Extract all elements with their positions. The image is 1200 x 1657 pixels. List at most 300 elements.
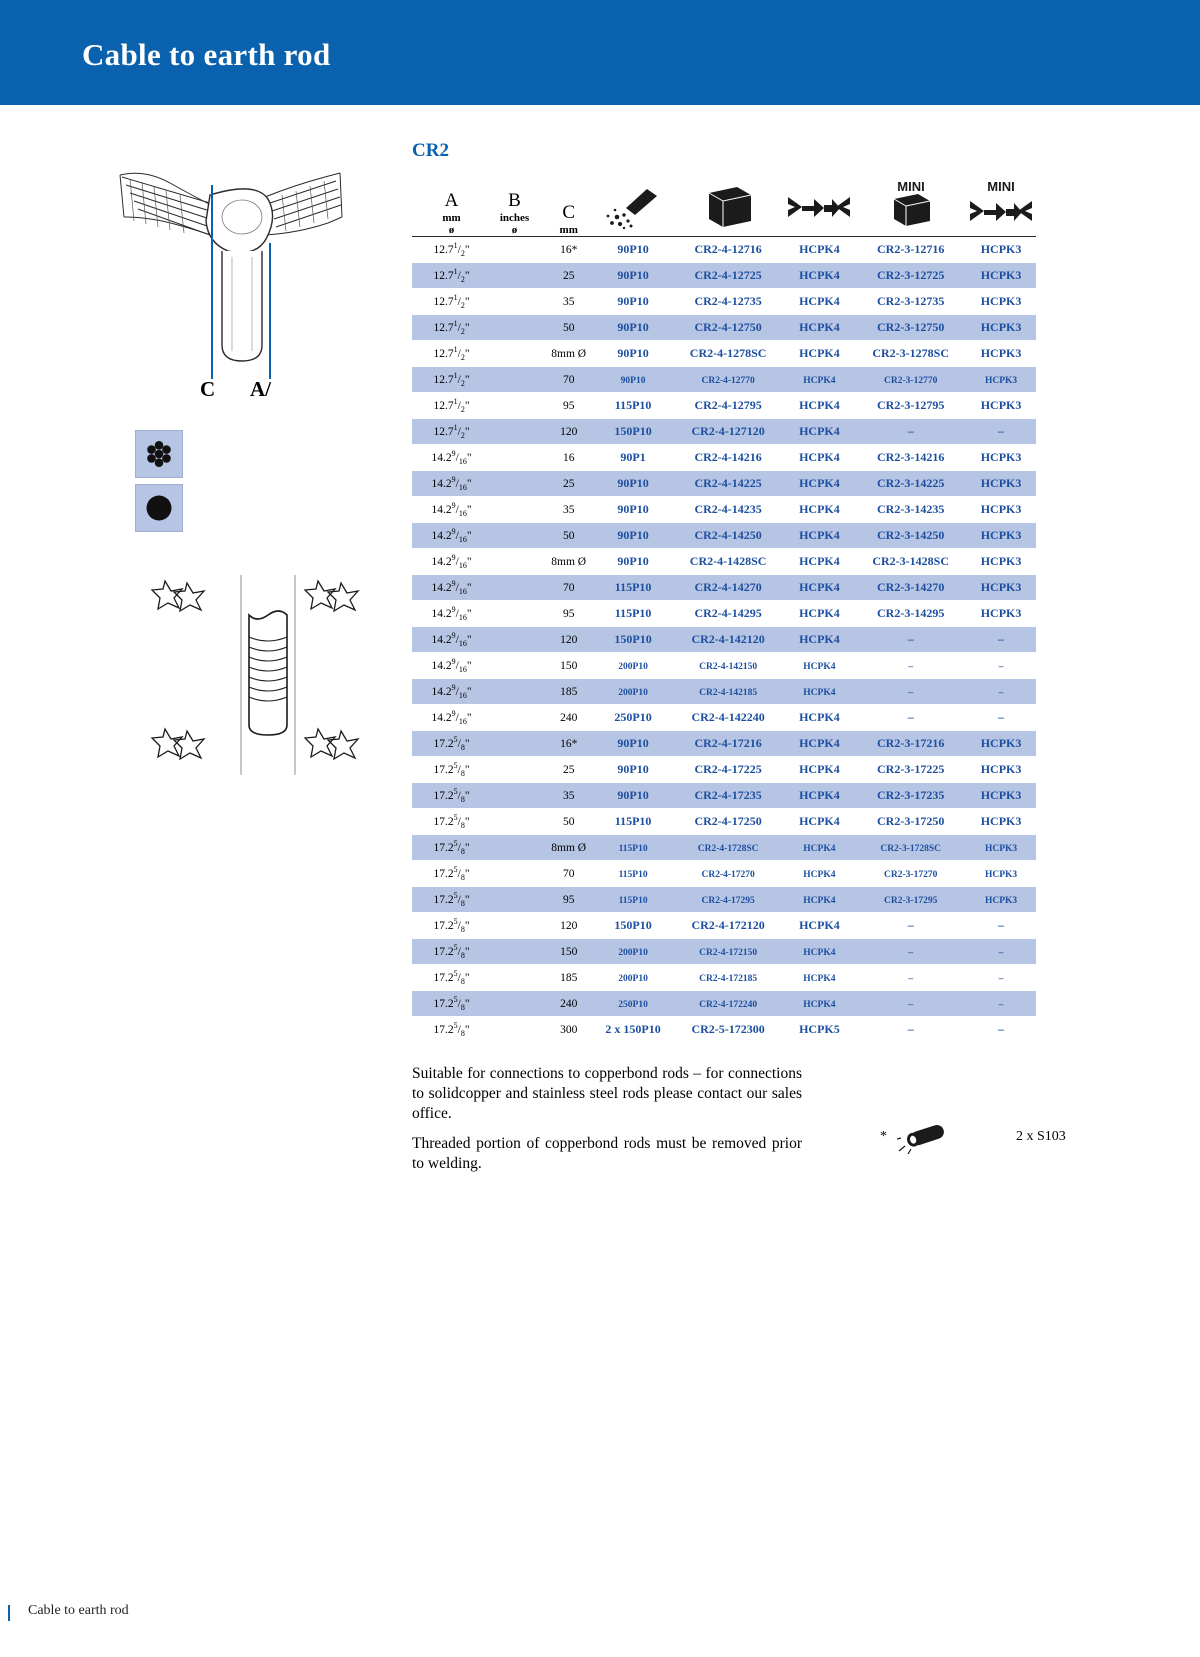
cell-b-inches (485, 757, 544, 783)
cell-c-csa: 70 (544, 861, 593, 887)
cell-mini-mould-ref: CR2-3-17225 (855, 757, 966, 783)
cell-mould-ref: CR2-4-127120 (673, 419, 784, 445)
stranded-cable-cross-section-icon (142, 437, 176, 471)
cell-mini-mould-ref: – (855, 627, 966, 653)
conductor-type-swatches (135, 430, 183, 532)
connection-diagram-icon (60, 125, 360, 415)
cell-powder: 90P10 (593, 523, 672, 549)
cell-b-inches (485, 341, 544, 367)
cell-clamp-ref: HCPK4 (784, 263, 856, 289)
product-spec-table (412, 174, 1036, 1042)
cell-mould-ref: CR2-4-14235 (673, 497, 784, 523)
cell-clamp-ref: HCPK4 (784, 679, 856, 705)
cell-c-csa: 120 (544, 627, 593, 653)
cell-powder: 150P10 (593, 627, 672, 653)
cell-c-csa: 240 (544, 991, 593, 1017)
cell-b-inches (485, 1017, 544, 1043)
cell-b-inches (485, 627, 544, 653)
header-mould (673, 174, 784, 237)
cell-powder: 90P10 (593, 783, 672, 809)
cell-mini-mould-ref: CR2-3-12795 (855, 393, 966, 419)
table-row (412, 835, 1036, 861)
cell-mini-clamp-ref: – (966, 653, 1036, 679)
solid-conductor-swatch (135, 484, 183, 532)
table-row (412, 601, 1036, 627)
cell-mould-ref: CR2-4-1728SC (673, 835, 784, 861)
cell-a-diameter: $12.7^1/_2$" (412, 289, 485, 315)
cell-c-csa: 25 (544, 263, 593, 289)
cell-powder: 2 x 150P10 (593, 1017, 672, 1043)
cell-c-csa: 50 (544, 315, 593, 341)
cell-mini-clamp-ref: – (966, 913, 1036, 939)
table-row (412, 445, 1036, 471)
cell-mini-clamp-ref: – (966, 991, 1036, 1017)
cell-powder: 90P10 (593, 471, 672, 497)
notes-block (412, 1064, 802, 1174)
cell-mini-mould-ref: CR2-3-14225 (855, 471, 966, 497)
table-row (412, 627, 1036, 653)
threaded-rod-icon (145, 575, 375, 775)
cell-mould-ref: CR2-4-12750 (673, 315, 784, 341)
sleeve-note (880, 1120, 1066, 1154)
table-row (412, 471, 1036, 497)
cell-powder: 90P10 (593, 549, 672, 575)
cell-powder: 115P10 (593, 861, 672, 887)
table-row (412, 393, 1036, 419)
cell-c-csa: 300 (544, 1017, 593, 1043)
cell-powder: 115P10 (593, 575, 672, 601)
cell-mould-ref: CR2-4-12735 (673, 289, 784, 315)
cell-mini-clamp-ref: HCPK3 (966, 315, 1036, 341)
cell-powder: 90P10 (593, 731, 672, 757)
cell-powder: 115P10 (593, 601, 672, 627)
table-row (412, 809, 1036, 835)
cell-mini-mould-ref: CR2-3-17295 (855, 887, 966, 913)
cell-mould-ref: CR2-4-14250 (673, 523, 784, 549)
sleeve-label: 2 x S103 (1016, 1129, 1066, 1145)
cell-mini-clamp-ref: HCPK3 (966, 289, 1036, 315)
cell-mould-ref: CR2-5-172300 (673, 1017, 784, 1043)
cell-b-inches (485, 445, 544, 471)
cell-mould-ref: CR2-4-14270 (673, 575, 784, 601)
cell-b-inches (485, 523, 544, 549)
cell-a-diameter: $17.2^5/_8$" (412, 783, 485, 809)
cell-c-csa: 35 (544, 783, 593, 809)
header-b-letter: B (508, 190, 521, 211)
cell-b-inches (485, 263, 544, 289)
cell-b-inches (485, 237, 544, 263)
cell-clamp-ref: HCPK4 (784, 471, 856, 497)
table-row (412, 315, 1036, 341)
cell-powder: 115P10 (593, 887, 672, 913)
cell-clamp-ref: HCPK5 (784, 1017, 856, 1043)
cell-a-diameter: $17.2^5/_8$" (412, 809, 485, 835)
cell-c-csa: 150 (544, 939, 593, 965)
table-row (412, 575, 1036, 601)
cell-mini-clamp-ref: HCPK3 (966, 497, 1036, 523)
cell-mould-ref: CR2-4-17295 (673, 887, 784, 913)
cell-b-inches (485, 497, 544, 523)
cell-mini-mould-ref: – (855, 1017, 966, 1043)
cell-a-diameter: $12.7^1/_2$" (412, 341, 485, 367)
table-row (412, 939, 1036, 965)
cell-a-diameter: $14.2^9/_{16}$" (412, 601, 485, 627)
cell-mini-clamp-ref: HCPK3 (966, 549, 1036, 575)
cell-c-csa: 50 (544, 523, 593, 549)
cell-mini-clamp-ref: HCPK3 (966, 575, 1036, 601)
table-row (412, 887, 1036, 913)
cell-mini-clamp-ref: HCPK3 (966, 523, 1036, 549)
cell-clamp-ref: HCPK4 (784, 991, 856, 1017)
cell-mould-ref: CR2-4-12725 (673, 263, 784, 289)
header-mini-mould (855, 174, 966, 237)
cell-clamp-ref: HCPK4 (784, 315, 856, 341)
cell-mini-mould-ref: CR2-3-17250 (855, 809, 966, 835)
table-row (412, 731, 1036, 757)
header-clamp (784, 174, 856, 237)
cell-mini-mould-ref: CR2-3-12725 (855, 263, 966, 289)
cell-b-inches (485, 289, 544, 315)
cell-mini-mould-ref: – (855, 991, 966, 1017)
cell-clamp-ref: HCPK4 (784, 289, 856, 315)
cell-mould-ref: CR2-4-12770 (673, 367, 784, 393)
cell-powder: 90P10 (593, 367, 672, 393)
cell-clamp-ref: HCPK4 (799, 242, 840, 256)
cell-c-csa: 35 (544, 497, 593, 523)
sleeve-icon (897, 1120, 959, 1154)
cell-c-csa: 50 (544, 809, 593, 835)
cell-a-diameter: $17.2^5/_8$" (412, 939, 485, 965)
cell-b-inches (485, 601, 544, 627)
cell-a-diameter: $17.2^5/_8$" (412, 757, 485, 783)
cell-mould-ref: CR2-4-172120 (673, 913, 784, 939)
header-a (412, 174, 485, 237)
cell-mini-clamp-ref: HCPK3 (966, 445, 1036, 471)
cell-clamp-ref: HCPK4 (784, 549, 856, 575)
cell-a-diameter: $17.2^5/_8$" (412, 991, 485, 1017)
header-b-unit: inches (499, 212, 530, 224)
cell-mini-mould-ref: CR2-3-12716 (877, 242, 945, 256)
cable-to-earth-rod-figure (60, 125, 360, 415)
threaded-rod-figure (145, 575, 375, 775)
cell-mould-ref: CR2-4-17225 (673, 757, 784, 783)
table-row (412, 861, 1036, 887)
cell-c-csa: 120 (544, 913, 593, 939)
cell-b-inches (485, 679, 544, 705)
cell-mould-ref: CR2-4-1278SC (673, 341, 784, 367)
cell-b-inches (485, 809, 544, 835)
cell-mini-clamp-ref: HCPK3 (966, 835, 1036, 861)
cell-a-diameter: $14.2^9/_{16}$" (412, 497, 485, 523)
cell-c-csa: 185 (544, 679, 593, 705)
cell-a-diameter: $17.2^5/_8$" (412, 965, 485, 991)
cell-clamp-ref: HCPK4 (784, 835, 856, 861)
cell-mini-mould-ref: – (855, 705, 966, 731)
cell-mini-clamp-ref: HCPK3 (966, 263, 1036, 289)
cell-c-csa: 150 (544, 653, 593, 679)
cell-clamp-ref: HCPK4 (784, 913, 856, 939)
cell-c-csa: 16 (544, 445, 593, 471)
mini-handclamp-icon (968, 177, 1034, 231)
cell-mini-clamp-ref: HCPK3 (966, 341, 1036, 367)
cell-mini-mould-ref: CR2-3-12735 (855, 289, 966, 315)
header-b (485, 174, 544, 237)
cell-mould-ref: CR2-4-172240 (673, 991, 784, 1017)
cell-mini-mould-ref: CR2-3-14250 (855, 523, 966, 549)
cell-mini-mould-ref: – (855, 679, 966, 705)
cell-c-csa: 240 (544, 705, 593, 731)
cell-clamp-ref: HCPK4 (784, 705, 856, 731)
cell-c-csa: 95 (544, 601, 593, 627)
cell-clamp-ref: HCPK4 (784, 887, 856, 913)
cell-a-diameter: $14.2^9/_{16}$" (412, 653, 485, 679)
cell-powder: 90P10 (593, 289, 672, 315)
cell-clamp-ref: HCPK4 (784, 497, 856, 523)
cell-a-diameter: $12.7^1/_2$" (412, 315, 485, 341)
cell-mini-clamp-ref: HCPK3 (966, 471, 1036, 497)
cell-a-diameter: $17.2^5/_8$" (412, 887, 485, 913)
cell-mould-ref: CR2-4-142185 (673, 679, 784, 705)
cell-mould-ref: CR2-4-172150 (673, 939, 784, 965)
cell-powder: 200P10 (593, 653, 672, 679)
cell-a-diameter: $17.2^5/_8$" (412, 913, 485, 939)
cell-a-diameter: $14.2^9/_{16}$" (412, 445, 485, 471)
cell-c-csa: 8mm Ø (544, 341, 593, 367)
cell-a-diameter: $12.7^1/_2$" (433, 240, 470, 259)
cell-mini-mould-ref: CR2-3-14270 (855, 575, 966, 601)
cell-mini-mould-ref: CR2-3-1728SC (855, 835, 966, 861)
cell-mould-ref: CR2-4-17270 (673, 861, 784, 887)
cell-mould-ref: CR2-4-172185 (673, 965, 784, 991)
cell-mini-clamp-ref: – (966, 419, 1036, 445)
cell-mini-mould-ref: – (855, 965, 966, 991)
cell-c-csa: 70 (544, 367, 593, 393)
cell-mini-mould-ref: CR2-3-12750 (855, 315, 966, 341)
table-row (412, 419, 1036, 445)
cell-mini-clamp-ref: HCPK3 (966, 731, 1036, 757)
header-c-letter: C (562, 202, 576, 223)
cell-b-inches (485, 653, 544, 679)
cell-mini-clamp-ref: HCPK3 (966, 809, 1036, 835)
cell-powder: 150P10 (593, 913, 672, 939)
table-row (412, 705, 1036, 731)
cell-mould-ref: CR2-4-12795 (673, 393, 784, 419)
cell-mini-mould-ref: CR2-3-17235 (855, 783, 966, 809)
svg-text:MINI: MINI (987, 179, 1015, 194)
cell-b-inches (485, 705, 544, 731)
cell-mini-clamp-ref: – (966, 965, 1036, 991)
cell-clamp-ref: HCPK4 (784, 939, 856, 965)
table-row (412, 237, 1036, 263)
cell-a-diameter: $17.2^5/_8$" (412, 835, 485, 861)
cell-c-csa: 25 (544, 757, 593, 783)
cell-c-csa: 25 (544, 471, 593, 497)
cell-powder: 250P10 (593, 991, 672, 1017)
cell-a-diameter: $14.2^9/_{16}$" (412, 523, 485, 549)
page-footer (0, 1603, 1200, 1627)
table-row (412, 783, 1036, 809)
cell-mould-ref: CR2-4-17250 (673, 809, 784, 835)
mini-mould-icon (876, 177, 946, 231)
cell-mini-mould-ref: – (855, 653, 966, 679)
cell-c-csa: 120 (544, 419, 593, 445)
cell-powder: 90P10 (593, 497, 672, 523)
footer-text: Cable to earth rod (28, 1603, 129, 1618)
cell-mini-mould-ref: – (855, 419, 966, 445)
header-a-dia: ø (448, 224, 455, 236)
cell-powder: 150P10 (593, 419, 672, 445)
cell-mini-mould-ref: CR2-3-1278SC (855, 341, 966, 367)
cell-b-inches (485, 835, 544, 861)
cell-c-csa: 95 (544, 393, 593, 419)
header-mini-clamp (966, 174, 1036, 237)
cell-a-diameter: $12.7^1/_2$" (412, 367, 485, 393)
header-c (544, 174, 593, 237)
header-c-unit: mm (559, 224, 578, 236)
cell-c-csa: 8mm Ø (544, 549, 593, 575)
table-row (412, 965, 1036, 991)
cell-mini-clamp-ref: – (966, 705, 1036, 731)
cell-mini-mould-ref: CR2-3-12770 (855, 367, 966, 393)
cell-b-inches (485, 315, 544, 341)
cell-powder: 200P10 (593, 679, 672, 705)
cell-mould-ref: CR2-4-142150 (673, 653, 784, 679)
footer-accent-bar (8, 1605, 10, 1621)
table-row (412, 289, 1036, 315)
cell-b-inches (485, 861, 544, 887)
cell-a-diameter: $12.7^1/_2$" (412, 263, 485, 289)
cell-clamp-ref: HCPK4 (784, 809, 856, 835)
cell-mini-mould-ref: CR2-3-14235 (855, 497, 966, 523)
cell-b-inches (485, 419, 544, 445)
cell-a-diameter: $17.2^5/_8$" (412, 1017, 485, 1043)
cell-mini-clamp-ref: HCPK3 (966, 367, 1036, 393)
cell-mini-clamp-ref: HCPK3 (966, 887, 1036, 913)
cell-mould-ref: CR2-4-142120 (673, 627, 784, 653)
table-row (412, 523, 1036, 549)
table-header-row (412, 174, 1036, 237)
cell-clamp-ref: HCPK4 (784, 575, 856, 601)
cell-clamp-ref: HCPK4 (784, 419, 856, 445)
cell-a-diameter: $14.2^9/_{16}$" (412, 627, 485, 653)
section-title: CR2 (412, 140, 449, 161)
figure-label-a: A/ (250, 377, 271, 401)
table-row (412, 679, 1036, 705)
cell-b-inches (485, 549, 544, 575)
cell-mini-mould-ref: CR2-3-17216 (855, 731, 966, 757)
cell-b-inches (485, 939, 544, 965)
cell-a-diameter: $12.7^1/_2$" (412, 393, 485, 419)
cell-a-diameter: $17.2^5/_8$" (412, 861, 485, 887)
solid-conductor-cross-section-icon (142, 491, 176, 525)
cell-a-diameter: $14.2^9/_{16}$" (412, 471, 485, 497)
cell-clamp-ref: HCPK4 (784, 653, 856, 679)
cell-mini-clamp-ref: HCPK3 (966, 757, 1036, 783)
cell-c-csa: 16* (544, 731, 593, 757)
cell-a-diameter: $12.7^1/_2$" (412, 419, 485, 445)
cell-mini-mould-ref: CR2-3-1428SC (855, 549, 966, 575)
cell-mould-ref: CR2-4-142240 (673, 705, 784, 731)
cell-a-diameter: $17.2^5/_8$" (412, 731, 485, 757)
cell-clamp-ref: HCPK4 (784, 627, 856, 653)
cell-b-inches (485, 991, 544, 1017)
cell-mini-clamp-ref: HCPK3 (966, 861, 1036, 887)
table-row (412, 757, 1036, 783)
cell-mini-mould-ref: CR2-3-17270 (855, 861, 966, 887)
cell-powder: 200P10 (593, 965, 672, 991)
cell-clamp-ref: HCPK4 (784, 861, 856, 887)
table-row (412, 991, 1036, 1017)
cell-powder: 250P10 (593, 705, 672, 731)
table-row (412, 1017, 1036, 1043)
cell-mini-mould-ref: – (855, 939, 966, 965)
cell-mould-ref: CR2-4-17235 (673, 783, 784, 809)
cell-clamp-ref: HCPK4 (784, 523, 856, 549)
cell-clamp-ref: HCPK4 (784, 445, 856, 471)
header-powder (593, 174, 672, 237)
illustration-column (60, 125, 390, 415)
cell-mini-mould-ref: CR2-3-14216 (855, 445, 966, 471)
cell-mini-clamp-ref: – (966, 939, 1036, 965)
cell-c-csa: 16* (560, 243, 578, 256)
cell-powder: 90P10 (593, 263, 672, 289)
asterisk-marker: * (880, 1129, 887, 1145)
cell-clamp-ref: HCPK4 (784, 783, 856, 809)
table-row (412, 497, 1036, 523)
cell-clamp-ref: HCPK4 (784, 367, 856, 393)
table-row (412, 263, 1036, 289)
table-row (412, 549, 1036, 575)
cell-mini-clamp-ref: – (966, 1017, 1036, 1043)
cell-powder: 115P10 (593, 835, 672, 861)
cell-b-inches (485, 367, 544, 393)
cell-mini-clamp-ref: – (966, 679, 1036, 705)
cell-c-csa: 95 (544, 887, 593, 913)
table-row (412, 341, 1036, 367)
cell-mini-clamp-ref: HCPK3 (966, 783, 1036, 809)
table-row (412, 913, 1036, 939)
svg-text:MINI: MINI (896, 179, 925, 194)
cell-a-diameter: $14.2^9/_{16}$" (412, 705, 485, 731)
cell-powder: 90P10 (593, 757, 672, 783)
cell-b-inches (485, 731, 544, 757)
cell-powder: 200P10 (593, 939, 672, 965)
graphite-mould-icon (697, 181, 759, 231)
cell-c-csa: 70 (544, 575, 593, 601)
page-title: Cable to earth rod (82, 37, 331, 72)
cell-powder: 90P10 (617, 242, 649, 256)
cell-b-inches (485, 575, 544, 601)
cell-mould-ref: CR2-4-12716 (694, 242, 762, 256)
cell-mini-mould-ref: CR2-3-14295 (855, 601, 966, 627)
cell-mould-ref: CR2-4-17216 (673, 731, 784, 757)
stranded-conductor-swatch (135, 430, 183, 478)
note-copperbond: Suitable for connections to copperbond rods – for connections to solidcopper and stainless steel rods please contact our sales office. (412, 1065, 802, 1122)
cell-b-inches (485, 965, 544, 991)
cell-c-csa: 185 (544, 965, 593, 991)
cell-clamp-ref: HCPK4 (784, 757, 856, 783)
cell-mini-clamp-ref: – (966, 627, 1036, 653)
cell-clamp-ref: HCPK4 (784, 601, 856, 627)
cell-c-csa: 35 (544, 289, 593, 315)
cell-powder: 90P10 (593, 341, 672, 367)
cell-a-diameter: $14.2^9/_{16}$" (412, 549, 485, 575)
spec-column (412, 140, 1036, 1185)
note-threaded: Threaded portion of copperbond rods must be removed prior to welding. (412, 1135, 802, 1173)
cell-a-diameter: $14.2^9/_{16}$" (412, 679, 485, 705)
cell-mould-ref: CR2-4-14216 (673, 445, 784, 471)
table-row (412, 367, 1036, 393)
